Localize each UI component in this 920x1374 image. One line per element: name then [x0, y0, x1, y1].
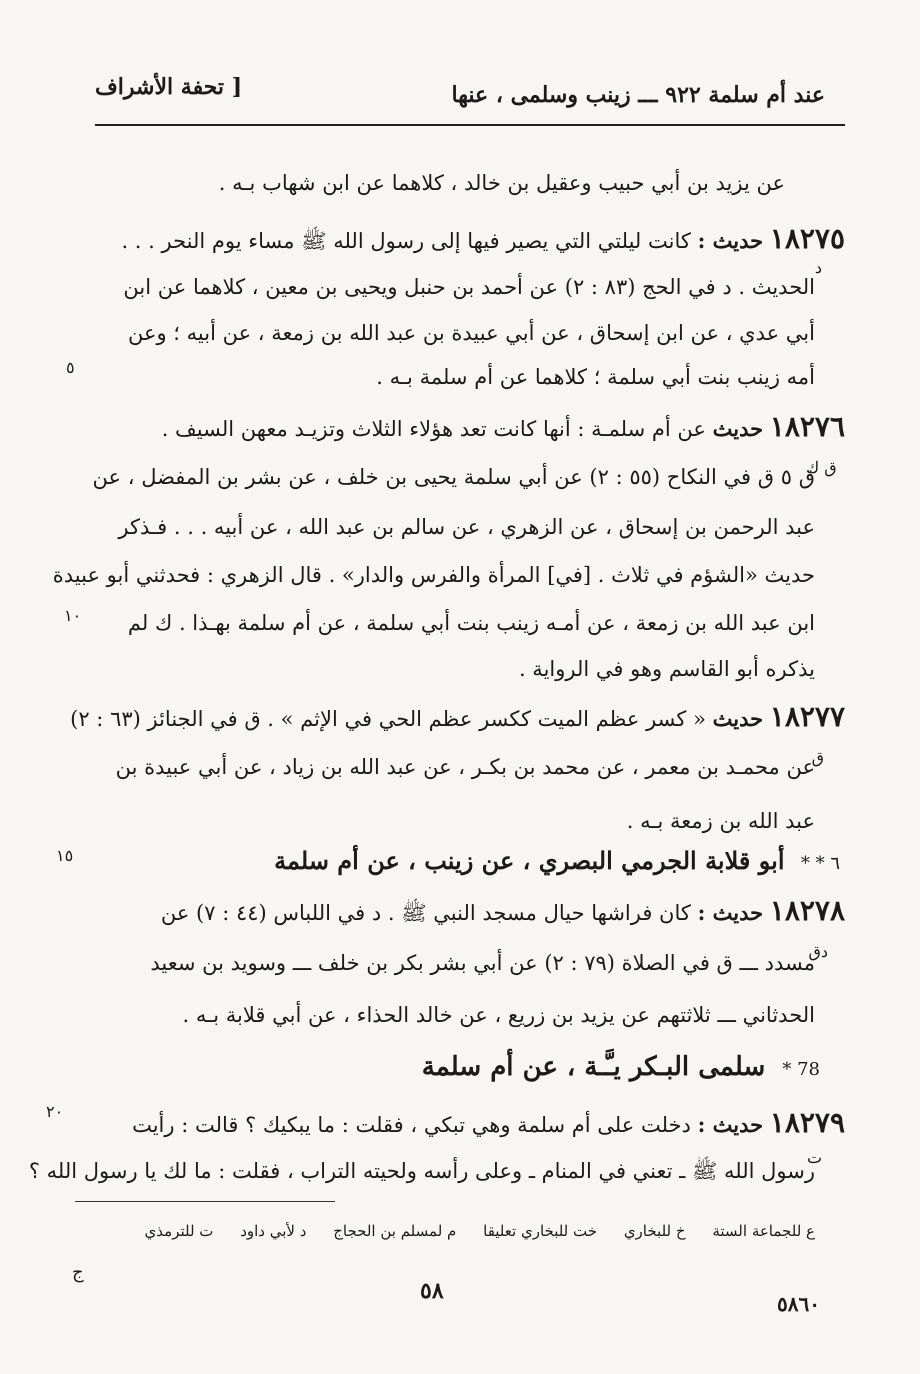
abbreviations-footnote — [75, 1222, 815, 1240]
abbrev-item: خ للبخاري — [623, 1222, 686, 1240]
hadith-18278-line-2: مسدد ـــ ق في الصلاة (٧٩ : ٢) عن أبي بشر بكر بن خلف ـــ وسويد بن سعيد — [150, 951, 815, 975]
abbrev-item: ع للجماعة الستة — [712, 1222, 815, 1240]
line-number-20: ٢٠ — [46, 1102, 64, 1121]
intro-line: عن يزيد بن أبي حبيب وعقيل بن خالد ، كلاهما عن ابن شهاب بـه . — [218, 171, 785, 195]
hadith-label: حديث — [712, 416, 764, 441]
hadith-18275-line-2: الحديث . د في الحج (٨٣ : ٢) عن أحمد بن حنبل ويحيى بن معين ، كلاهما عن ابن — [123, 275, 815, 299]
book-title: [ تحفة الأشراف — [95, 74, 243, 100]
signature-mark: ج — [72, 1262, 84, 1283]
hadith-text: عن أم سلمـة : أنها كانت تعد هؤلاء الثلاث وتزيـد معهن السيف . — [161, 417, 706, 441]
hadith-number: ١٨٢٧٩ — [769, 1106, 845, 1139]
hadith-number: ١٨٢٧٧ — [769, 700, 845, 733]
margin-siglum: دق — [808, 942, 828, 961]
hadith-18277-line-2: عن محمـد بن معمر ، عن محمد بن بكـر ، عن عبد الله بن زياد ، عن أبي عبيدة بن — [115, 755, 815, 779]
footnote-rule — [75, 1201, 335, 1202]
margin-siglum: د — [814, 258, 822, 277]
hadith-label: حديث : — [697, 1112, 764, 1137]
hadith-18275-line-1 — [80, 224, 845, 256]
abbrev-item: د لأبي داود — [240, 1222, 307, 1240]
hadith-text: « كسر عظم الميت ككسر عظم الحي في الإثم » . ق في الجنائز (٦٣ : ٢) — [70, 707, 706, 731]
hadith-18279-line-1 — [80, 1108, 845, 1140]
abbrev-item: ت للترمذي — [144, 1222, 214, 1240]
section-heading-6 — [274, 846, 840, 875]
hadith-18278-line-1 — [80, 896, 845, 928]
running-title: عند أم سلمة ٩٢٢ ـــ زينب وسلمى ، عنها — [451, 82, 825, 108]
hadith-18276-line-6: يذكره أبو القاسم وهو في الرواية . — [518, 657, 815, 681]
hadith-label: حديث : — [697, 228, 764, 253]
abbrev-item: خت للبخاري تعليقا — [483, 1222, 598, 1240]
hadith-18279-line-2: رسول الله ﷺ ـ تعني في المنام ـ وعلى رأسه ولحيته التراب ، فقلت : ما لك يا رسول الله ؟ — [28, 1159, 815, 1183]
section-marker: ٦ * * — [800, 853, 840, 874]
hadith-text: دخلت على أم سلمة وهي تبكي ، فقلت : ما يبكيك ؟ قالت : رأيت — [132, 1113, 691, 1137]
section-heading-78 — [422, 1052, 820, 1082]
hadith-18276-line-5: ابن عبد الله بن زمعة ، عن أمـه زينب بنت أبي سلمة ، عن أم سلمة بهـذا . ك لم — [127, 611, 815, 635]
line-number-15: ١٥ — [56, 846, 74, 865]
header-rule — [95, 124, 845, 126]
hadith-18276-line-3: عبد الرحمن بن إسحاق ، عن الزهري ، عن سالم بن عبد الله ، عن أبيه . . . فـذكر — [118, 515, 815, 539]
margin-siglum: ق — [811, 748, 824, 767]
hadith-label: حديث : — [697, 900, 764, 925]
serial-number: ٥٨٦٠ — [777, 1292, 820, 1316]
hadith-text: كانت ليلتي التي يصير فيها إلى رسول الله ﷺ مساء يوم النحر . . . — [121, 229, 691, 253]
abbrev-item: م لمسلم بن الحجاج — [333, 1222, 457, 1240]
hadith-18276-line-4: حديث «الشؤم في ثلاث . [في] المرأة والفرس والدار» . قال الزهري : فحدثني أبو عبيدة — [52, 563, 815, 587]
hadith-number: ١٨٢٧٥ — [769, 222, 845, 255]
line-number-10: ١٠ — [64, 606, 82, 625]
page-number: ٥٨ — [420, 1278, 444, 1304]
section-title: أبو قلابة الجرمي البصري ، عن زينب ، عن أم سلمة — [274, 846, 785, 875]
margin-siglum: ق ك — [806, 458, 837, 477]
hadith-18275-line-4: أمه زينب بنت أبي سلمة ؛ كلاهما عن أم سلمة بـه . — [376, 365, 815, 389]
hadith-label: حديث — [712, 706, 764, 731]
hadith-18275-line-3: أبي عدي ، عن ابن إسحاق ، عن أبي عبيدة بن عبد الله بن زمعة ، عن أبيه ؛ وعن — [127, 321, 815, 345]
hadith-18276-line-2: ق ٥ ق في النكاح (٥٥ : ٢) عن أبي سلمة يحيى بن خلف ، عن بشر بن المفضل ، عن — [92, 465, 815, 489]
hadith-number: ١٨٢٧٦ — [769, 410, 845, 443]
hadith-18278-line-3: الحدثاني ـــ ثلاثتهم عن يزيد بن زريع ، عن خالد الحذاء ، عن أبي قلابة بـه . — [182, 1003, 815, 1027]
hadith-text: كان فراشها حيال مسجد النبي ﷺ . د في اللباس (٤٤ : ٧) عن — [160, 901, 691, 925]
line-number-5: ٥ — [66, 358, 75, 377]
hadith-number: ١٨٢٧٨ — [769, 894, 845, 927]
hadith-18277-line-1 — [70, 700, 845, 734]
section-title: سلمى البـكر يـَّـة ، عن أم سلمة — [421, 1052, 766, 1082]
hadith-18276-line-1 — [80, 412, 845, 444]
hadith-18277-line-3: عبد الله بن زمعة بـه . — [626, 809, 815, 833]
margin-siglum: ت — [806, 1148, 822, 1167]
section-marker: 78 * — [782, 1059, 820, 1080]
